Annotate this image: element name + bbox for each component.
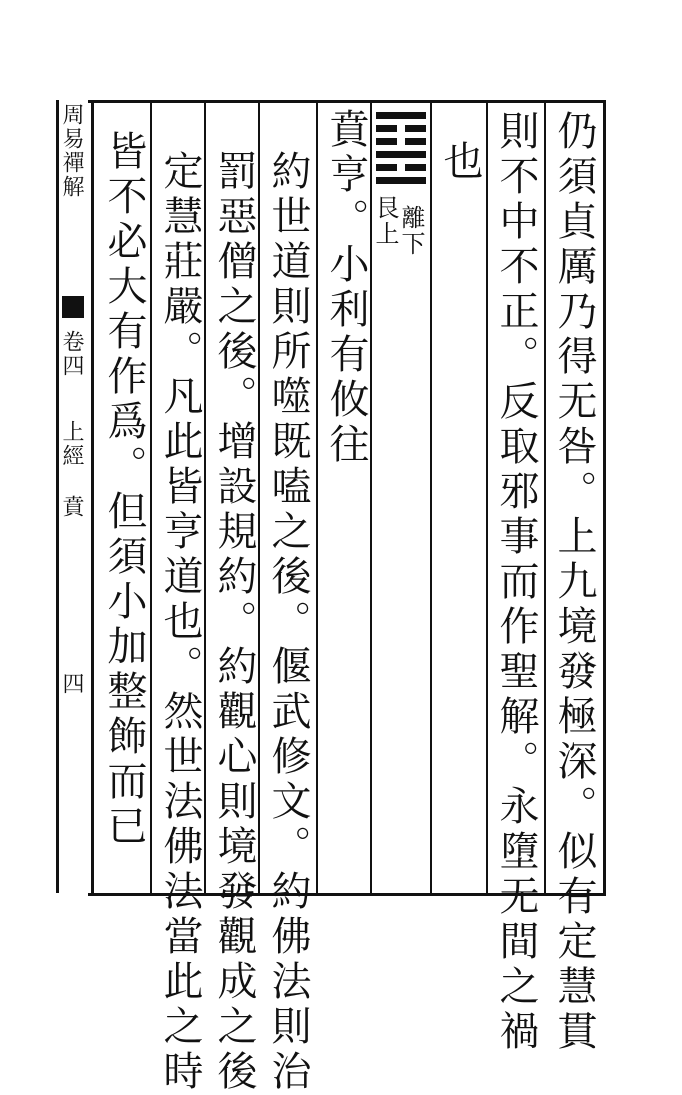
hexagram-bi-icon: [376, 112, 426, 190]
text-column-2: 則不中不正。反取邪事而作聖解。永墮无間之禍: [493, 110, 539, 1055]
text-column-7: 罰惡僧之後。增設規約。約觀心則境發觀成之後: [211, 150, 257, 1095]
column-rule: [430, 100, 432, 893]
fold-mark-icon: [62, 296, 84, 318]
margin-section: 上經 賁: [59, 420, 84, 519]
column-rule: [150, 100, 152, 893]
hexagram-upper-name: 艮上: [371, 195, 399, 247]
text-column-9: 皆不必大有作爲。但須小加整飾而已: [101, 130, 147, 850]
margin-volume: 卷四: [59, 330, 84, 378]
column-rule: [544, 100, 546, 893]
text-column-3: 也: [437, 140, 483, 185]
text-column-5: 賁亨。小利有攸往: [323, 108, 369, 468]
text-column-1: 仍須貞厲乃得无咎。上九境發極深。似有定慧貫: [551, 110, 597, 1055]
text-column-6: 約世道則所噬既嗑之後。偃武修文。約佛法則治: [265, 150, 311, 1095]
margin-book-title: 周易禪解: [59, 103, 84, 199]
column-rule: [486, 100, 488, 893]
column-rule: [316, 100, 318, 893]
hexagram-lower-name: 離下: [397, 205, 425, 257]
text-column-8: 定慧莊嚴。凡此皆亨道也。然世法佛法當此之時: [157, 150, 203, 1095]
margin-page-number: 四: [59, 672, 84, 696]
